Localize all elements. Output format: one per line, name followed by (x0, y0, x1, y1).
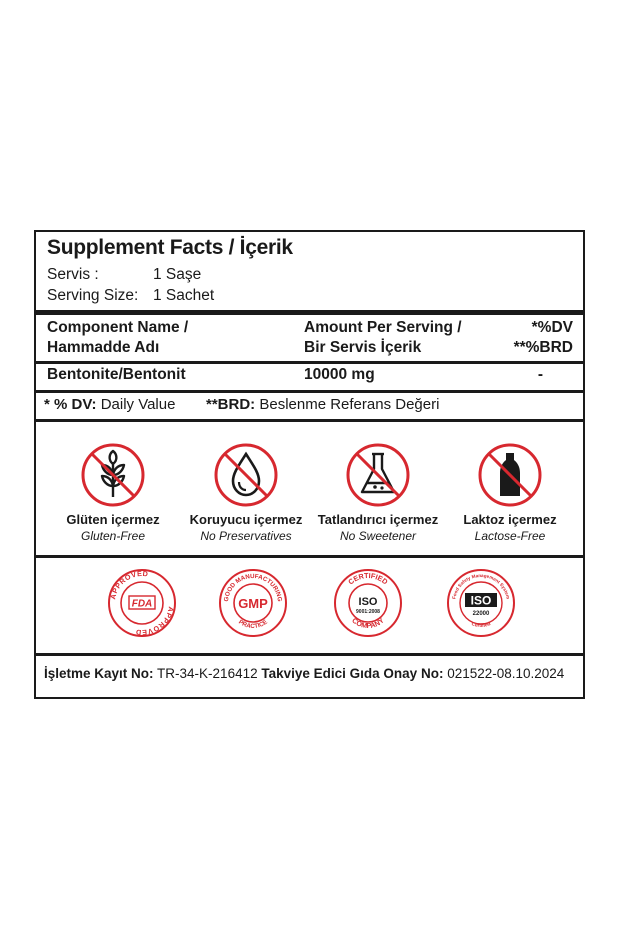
legend-text: Beslenme Referans Değeri (259, 396, 440, 413)
badge-ring-text: COMPANY (350, 615, 386, 631)
feature-no-preservatives (176, 512, 316, 543)
col-amount-header (304, 318, 462, 358)
feature-label: Koruyucu içermez (189, 512, 303, 527)
iso-22000-badge (446, 568, 516, 638)
svg-text:COMPANY (350, 616, 386, 630)
badge-code-text: 9001:2008 (356, 609, 380, 615)
header-line: *%DV (531, 319, 573, 336)
divider (36, 390, 583, 393)
svg-text:Certified (470, 621, 491, 629)
component-amount: 10000 mg (304, 366, 375, 383)
legend-dv (44, 396, 175, 413)
header-line: Component Name / (47, 319, 189, 336)
header-line: Amount Per Serving / (304, 319, 462, 336)
serving-row-tr (47, 266, 201, 284)
legend-brd (206, 396, 439, 413)
col-dv-header (514, 318, 573, 358)
divider (36, 555, 583, 558)
divider-thick (36, 310, 583, 315)
divider (36, 361, 583, 364)
serving-label: Serving Size: (47, 287, 139, 304)
badge-center-text: ISO (470, 593, 492, 608)
badge-ring-text: APPROVED (108, 568, 150, 601)
feature-sublabel: No Preservatives (200, 529, 292, 543)
feature-sublabel: Lactose-Free (474, 529, 546, 543)
divider (36, 419, 583, 422)
badge-code-text: 22000 (472, 611, 490, 617)
drop-icon (213, 442, 279, 508)
badge-ring-text: Certified (470, 621, 492, 630)
col-component-header (47, 318, 188, 358)
badge-center-text: GMP (238, 596, 268, 611)
footer-label: Takviye Edici Gıda Onay No: (261, 666, 444, 681)
gmp-badge (218, 568, 288, 638)
header-line: **%BRD (513, 339, 573, 356)
bottle-icon (477, 442, 543, 508)
legend-text: Daily Value (100, 396, 176, 413)
wheat-icon (80, 442, 146, 508)
header-line: Bir Servis İçerik (304, 339, 422, 356)
flask-icon (345, 442, 411, 508)
serving-row-en (47, 287, 214, 305)
legend-key: **BRD: (206, 396, 256, 413)
feature-label: Tatlandırıcı içermez (317, 512, 439, 527)
footer-label: İşletme Kayıt No: (44, 666, 154, 681)
feature-label: Laktoz içermez (463, 512, 557, 527)
page-title: Supplement Facts / İçerik (47, 236, 293, 259)
serving-value: 1 Saşe (153, 266, 202, 283)
badge-ring-text: Food Safety Management System (451, 572, 511, 600)
badge-center-text: FDA (131, 598, 153, 610)
feature-sublabel: No Sweetener (339, 529, 417, 543)
registration-footer (44, 666, 564, 681)
feature-label: Glüten içermez (66, 512, 160, 527)
svg-text:PRACTICE (237, 619, 269, 630)
header-line: Hammadde Adı (47, 339, 160, 356)
feature-lactose-free (440, 512, 580, 543)
iso-9001-badge (333, 568, 403, 638)
feature-no-sweetener (308, 512, 448, 543)
badge-ring-text: PRACTICE (237, 618, 269, 631)
badge-ring-text: APPROVED (134, 605, 176, 638)
feature-gluten-free (43, 512, 183, 543)
serving-value: 1 Sachet (153, 287, 215, 304)
badge-center-text: ISO (358, 596, 378, 608)
svg-text:APPROVED (135, 606, 176, 637)
supplement-facts-panel (34, 230, 585, 699)
badge-ring-text: CERTIFIED (346, 570, 390, 587)
footer-value: TR-34-K-216412 (157, 666, 258, 681)
component-name: Bentonite/Bentonit (47, 366, 186, 383)
feature-sublabel: Gluten-Free (80, 529, 146, 543)
badge-ring-text: GOOD MANUFACTURING (222, 572, 284, 603)
component-dv: - (537, 366, 543, 383)
serving-label: Servis : (47, 266, 99, 283)
divider (36, 653, 583, 656)
fda-approved-badge (107, 568, 177, 638)
footer-value: 021522-08.10.2024 (447, 666, 565, 681)
legend-key: * % DV: (44, 396, 97, 413)
